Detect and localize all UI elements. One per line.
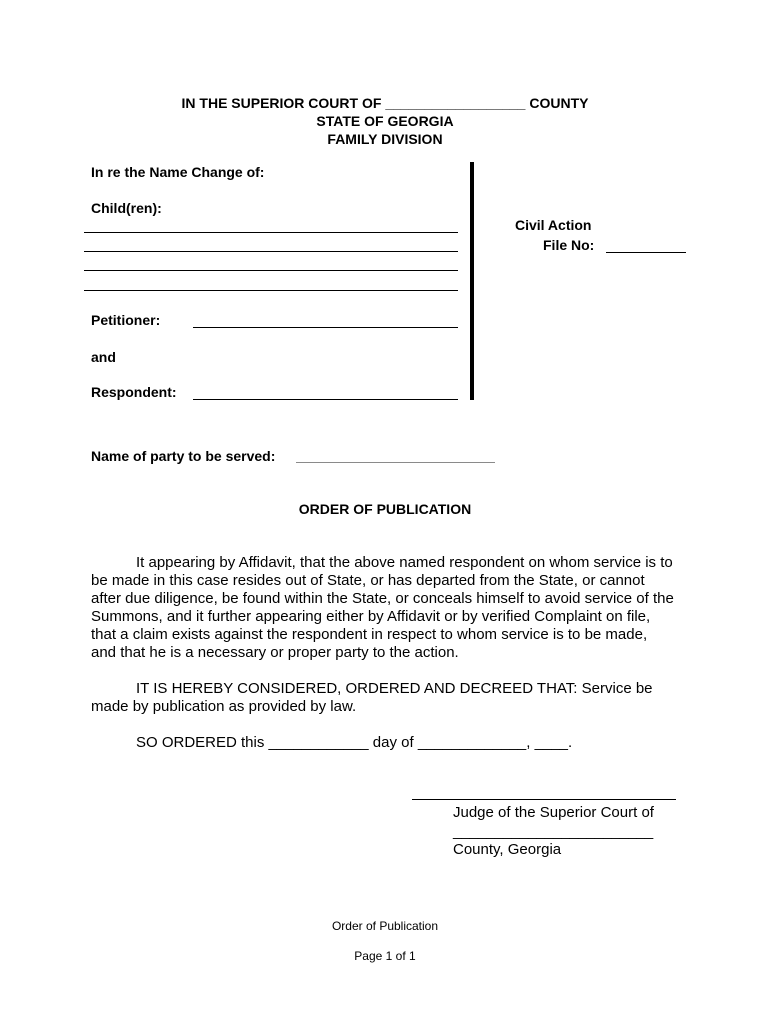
civil-action-label: Civil Action bbox=[515, 217, 592, 233]
footer-page-number: Page 1 of 1 bbox=[354, 949, 416, 963]
state-heading: STATE OF GEORGIA bbox=[316, 113, 454, 129]
file-no-line bbox=[606, 252, 686, 253]
so-ordered-line: SO ORDERED this ____________ day of _____________, ____. bbox=[136, 734, 573, 751]
decree-paragraph bbox=[91, 680, 691, 716]
court-heading bbox=[0, 95, 770, 112]
court-prefix: IN THE SUPERIOR COURT OF bbox=[181, 95, 382, 111]
para1-line: after due diligence, be found within the State, or conceals himself to avoid service of the bbox=[91, 590, 674, 607]
child-name-line-1 bbox=[84, 232, 458, 233]
division-heading: FAMILY DIVISION bbox=[327, 131, 443, 147]
affidavit-paragraph bbox=[91, 554, 691, 662]
county-blank: ________________________ bbox=[453, 823, 654, 840]
footer-doc-title: Order of Publication bbox=[331, 919, 439, 933]
party-served-label: Name of party to be served: bbox=[91, 448, 276, 464]
child-name-line-2 bbox=[84, 251, 458, 252]
and-label: and bbox=[91, 349, 116, 365]
petitioner-line bbox=[193, 327, 458, 328]
para2-line: IT IS HEREBY CONSIDERED, ORDERED AND DECREED THAT: Service be bbox=[136, 680, 653, 697]
para1-line: be made in this case resides out of State, or has departed from the State, or cannot bbox=[91, 572, 645, 589]
court-county-blank: __________________ bbox=[385, 95, 526, 111]
children-label: Child(ren): bbox=[91, 200, 162, 216]
para1-line: that a claim exists against the respondent in respect to whom service is to be made, bbox=[91, 626, 648, 643]
child-name-line-4 bbox=[84, 290, 458, 291]
para2-line: made by publication as provided by law. bbox=[91, 698, 357, 715]
respondent-label: Respondent: bbox=[91, 384, 177, 400]
judge-title: Judge of the Superior Court of bbox=[453, 804, 654, 821]
party-served-line bbox=[296, 462, 495, 463]
county-georgia: County, Georgia bbox=[453, 841, 562, 858]
caption-divider bbox=[470, 162, 474, 400]
order-title: ORDER OF PUBLICATION bbox=[298, 501, 472, 517]
court-suffix: COUNTY bbox=[529, 95, 589, 111]
para1-line: It appearing by Affidavit, that the above named respondent on whom service is to bbox=[136, 554, 673, 571]
para1-line: Summons, and it further appearing either by Affidavit or by verified Complaint on file, bbox=[91, 608, 651, 625]
judge-signature-line bbox=[412, 799, 676, 800]
respondent-line bbox=[193, 399, 458, 400]
child-name-line-3 bbox=[84, 270, 458, 271]
file-no-label: File No: bbox=[543, 237, 595, 253]
petitioner-label: Petitioner: bbox=[91, 312, 161, 328]
in-re-label: In re the Name Change of: bbox=[91, 164, 265, 180]
para1-line: and that he is a necessary or proper party to the action. bbox=[91, 644, 459, 661]
